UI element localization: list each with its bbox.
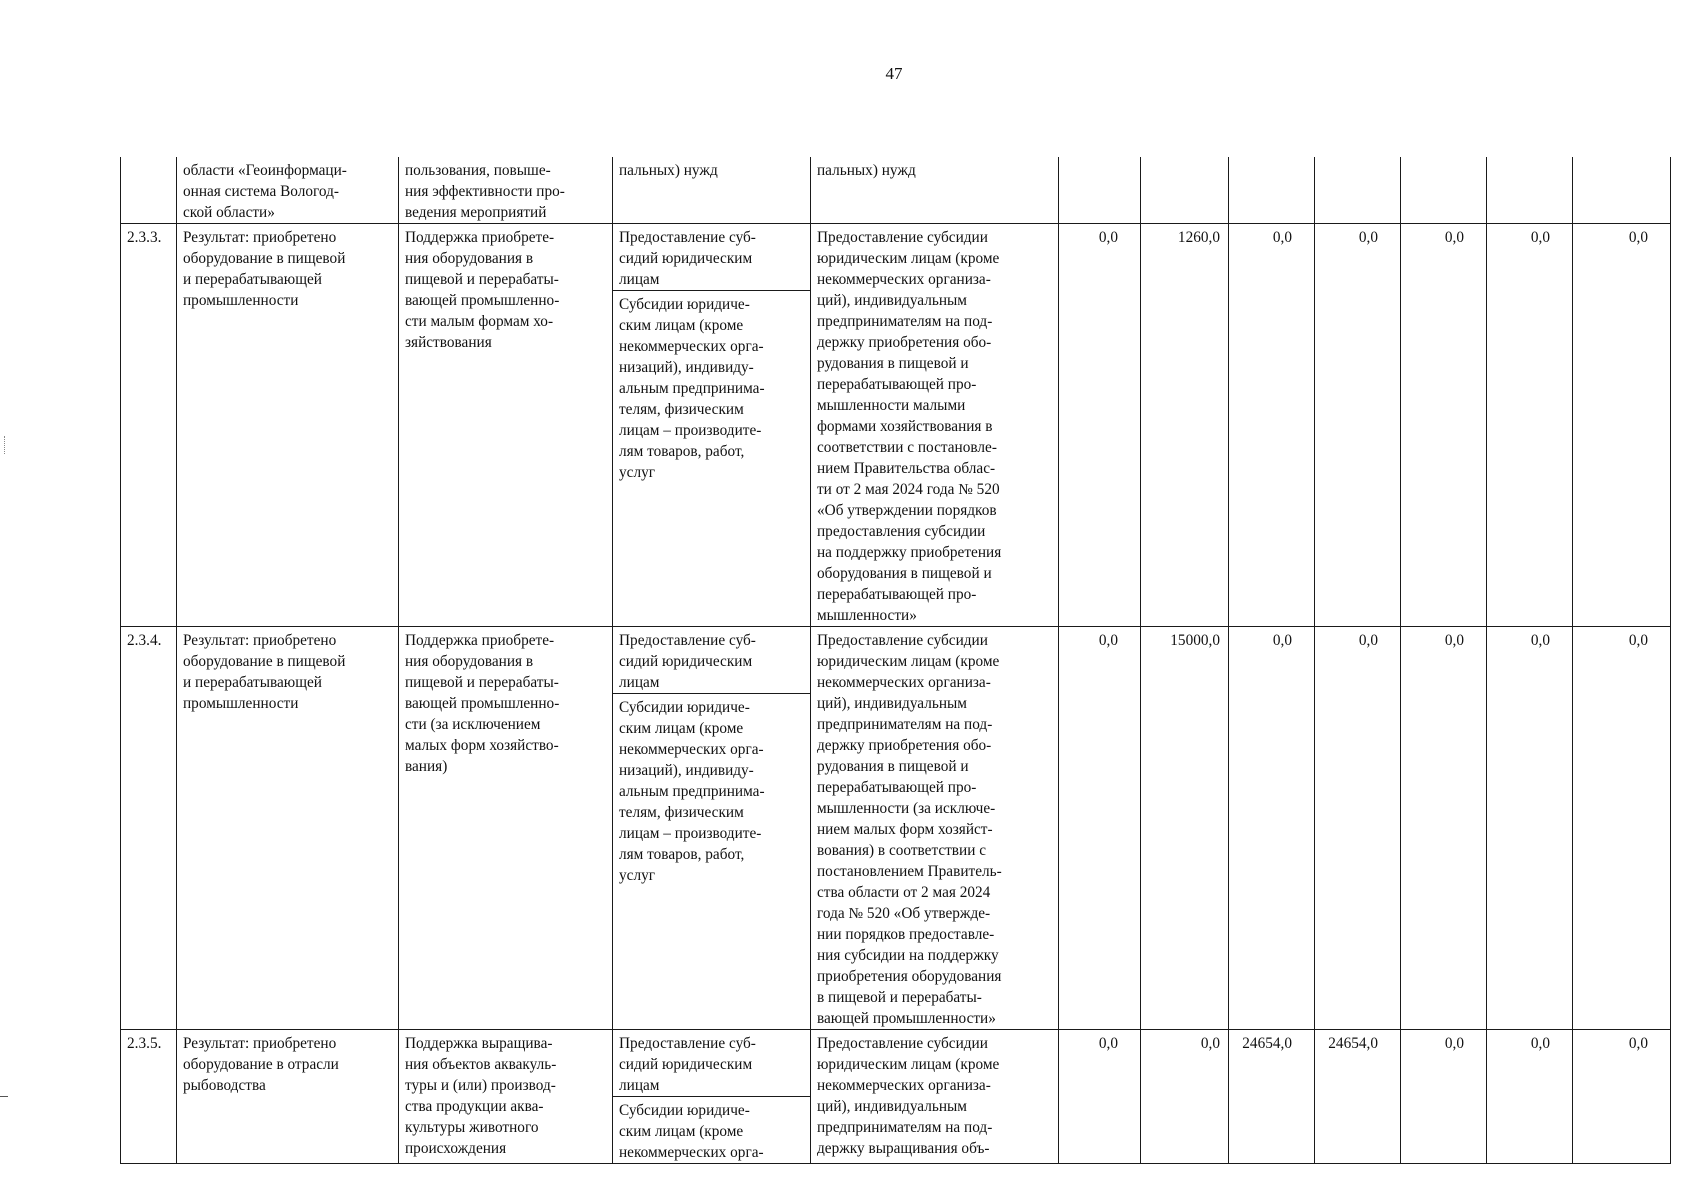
funding-value-cell — [1315, 224, 1401, 627]
subsidy-type-primary: Предоставление суб- сидий юридическим лицам — [613, 224, 810, 291]
funding-value-cell — [1487, 224, 1573, 627]
funding-value-cell — [1401, 157, 1487, 224]
result-cell-text: Результат: приобретено оборудование в пищевой и перерабатывающей промышленности — [183, 229, 346, 309]
page-number: 47 — [885, 64, 903, 83]
funding-value-cell — [1573, 157, 1671, 224]
funding-value-cell — [1487, 157, 1573, 224]
funding-value-cell-text: 0,0 — [1098, 1035, 1118, 1052]
result-cell — [177, 1030, 399, 1164]
funding-value-cell — [1059, 157, 1141, 224]
subsidy-type-cell — [613, 1030, 811, 1164]
funding-value-cell — [1401, 627, 1487, 1030]
description-cell-text: Предоставление субсидии юридическим лицам (кроме некоммерческих организа- ций), индивидуальным предпринимателям на под- держку приобретения обо- рудования в пищевой и перерабатывающей про- мышленности (за исключе- нием малых форм хозяйст- вования) в соответствии с постановлением Правитель- ства области от 2 мая 2024 года № 520 «Об утвержде- нии порядков предоставле- ния субсидии на поддержку приобретения оборудования в пищевой и перерабаты- вающей промышленности» — [817, 632, 1002, 1027]
row-number-cell-text: 2.3.3. — [127, 229, 162, 246]
description-cell — [811, 627, 1059, 1030]
funding-value-cell-text: 0,0 — [1098, 229, 1118, 246]
funding-value-cell — [1315, 1030, 1401, 1164]
funding-value-cell — [1229, 1030, 1315, 1164]
scan-margin-mark — [4, 436, 7, 454]
activity-cell — [399, 224, 613, 627]
funding-value-cell-text: 15000,0 — [1170, 632, 1220, 649]
funding-value-cell-text: 0,0 — [1628, 229, 1648, 246]
result-cell-text: области «Геоинформаци- онная система Вологод- ской области» — [183, 162, 347, 221]
funding-value-cell — [1573, 627, 1671, 1030]
subsidy-type-primary: пальных) нужд — [619, 162, 718, 179]
description-cell-text: Предоставление субсидии юридическим лицам (кроме некоммерческих организа- ций), индивидуальным предпринимателям на под- держку приобретения обо- рудования в пищевой и перерабатывающей про- мышленности малыми формами хозяйствования в соответствии с постановле- нием Правительства облас- ти от 2 мая 2024 года № 520 «Об утверждении порядков предоставления субсидии на поддержку приобретения оборудования в пищевой и перерабатывающей про- мышленности» — [817, 229, 1002, 624]
row-number-cell — [121, 157, 177, 224]
funding-value-cell — [1315, 157, 1401, 224]
activity-cell — [399, 627, 613, 1030]
result-cell — [177, 224, 399, 627]
subsidy-type-secondary: Субсидии юридиче- ским лицам (кроме некоммерческих орга- — [619, 1102, 764, 1161]
result-cell — [177, 157, 399, 224]
funding-value-cell-text: 0,0 — [1530, 229, 1550, 246]
subsidy-type-cell — [613, 627, 811, 1030]
funding-value-cell — [1315, 627, 1401, 1030]
funding-value-cell-text: 0,0 — [1444, 1035, 1464, 1052]
result-cell-text: Результат: приобретено оборудование в отрасли рыбоводства — [183, 1035, 339, 1094]
activity-cell-text: Поддержка приобрете- ния оборудования в пищевой и перерабаты- вающей промышленно- сти (за исключением малых форм хозяйство- вания) — [405, 632, 560, 775]
funding-value-cell-text: 0,0 — [1272, 632, 1292, 649]
funding-value-cell — [1487, 1030, 1573, 1164]
subsidy-type-secondary: Субсидии юридиче- ским лицам (кроме некоммерческих орга- низаций), индивиду- альным предпринима- телям, физическим лицам – производите- лям товаров, работ, услуг — [619, 699, 765, 884]
description-cell — [811, 1030, 1059, 1164]
funding-value-cell-text: 24654,0 — [1328, 1035, 1378, 1052]
result-cell-text: Результат: приобретено оборудование в пищевой и перерабатывающей промышленности — [183, 632, 346, 712]
description-cell — [811, 157, 1059, 224]
funding-value-cell — [1401, 224, 1487, 627]
subsidy-type-cell — [613, 157, 811, 224]
funding-value-cell-text: 24654,0 — [1242, 1035, 1292, 1052]
table-row — [121, 627, 1671, 1030]
funding-value-cell — [1401, 1030, 1487, 1164]
table-row — [121, 1030, 1671, 1164]
funding-value-cell — [1141, 627, 1229, 1030]
funding-value-cell-text: 0,0 — [1272, 229, 1292, 246]
subsidy-type-primary: Предоставление суб- сидий юридическим лицам — [613, 627, 810, 694]
funding-value-cell-text: 0,0 — [1628, 632, 1648, 649]
activity-cell-text: Поддержка приобрете- ния оборудования в пищевой и перерабаты- вающей промышленно- сти малым формам хо- зяйствования — [405, 229, 560, 351]
funding-value-cell-text: 0,0 — [1200, 1035, 1220, 1052]
funding-value-cell — [1059, 627, 1141, 1030]
funding-value-cell-text: 0,0 — [1628, 1035, 1648, 1052]
funding-value-cell-text: 0,0 — [1444, 632, 1464, 649]
funding-value-cell — [1059, 224, 1141, 627]
table-row — [121, 224, 1671, 627]
row-number-cell — [121, 224, 177, 627]
funding-value-cell-text: 0,0 — [1530, 1035, 1550, 1052]
row-number-cell-text: 2.3.5. — [127, 1035, 162, 1052]
subsidy-type-primary: Предоставление суб- сидий юридическим лицам — [613, 1030, 810, 1097]
funding-value-cell-text: 0,0 — [1444, 229, 1464, 246]
subsidy-type-secondary: Субсидии юридиче- ским лицам (кроме некоммерческих орга- низаций), индивиду- альным предпринима- телям, физическим лицам – производите- лям товаров, работ, услуг — [619, 296, 765, 481]
funding-value-cell-text: 0,0 — [1098, 632, 1118, 649]
funding-value-cell — [1059, 1030, 1141, 1164]
funding-value-cell-text: 0,0 — [1358, 632, 1378, 649]
funding-value-cell — [1229, 224, 1315, 627]
row-number-cell — [121, 627, 177, 1030]
result-cell — [177, 627, 399, 1030]
funding-value-cell — [1141, 224, 1229, 627]
funding-value-cell — [1229, 627, 1315, 1030]
funding-value-cell — [1141, 157, 1229, 224]
activity-cell-text: пользования, повыше- ния эффективности про- ведения мероприятий — [405, 162, 565, 221]
table-row — [121, 157, 1671, 224]
funding-value-cell — [1141, 1030, 1229, 1164]
description-cell-text: Предоставление субсидии юридическим лицам (кроме некоммерческих организа- ций), индивидуальным предпринимателям на под- держку выращивания объ- — [817, 1035, 1000, 1157]
activity-cell-text: Поддержка выращива- ния объектов аквакуль- туры и (или) производ- ства продукции аква- культуры животного происхождения — [405, 1035, 557, 1157]
scan-margin-line — [0, 1096, 8, 1097]
funding-value-cell — [1229, 157, 1315, 224]
funding-value-cell-text: 0,0 — [1358, 229, 1378, 246]
activity-cell — [399, 1030, 613, 1164]
funding-value-cell — [1573, 1030, 1671, 1164]
activity-cell — [399, 157, 613, 224]
funding-value-cell-text: 0,0 — [1530, 632, 1550, 649]
program-activities-table — [120, 157, 1671, 1164]
description-cell — [811, 224, 1059, 627]
row-number-cell — [121, 1030, 177, 1164]
description-cell-text: пальных) нужд — [817, 162, 916, 179]
funding-value-cell-text: 1260,0 — [1177, 229, 1220, 246]
funding-value-cell — [1487, 627, 1573, 1030]
subsidy-type-cell — [613, 224, 811, 627]
funding-value-cell — [1573, 224, 1671, 627]
row-number-cell-text: 2.3.4. — [127, 632, 162, 649]
